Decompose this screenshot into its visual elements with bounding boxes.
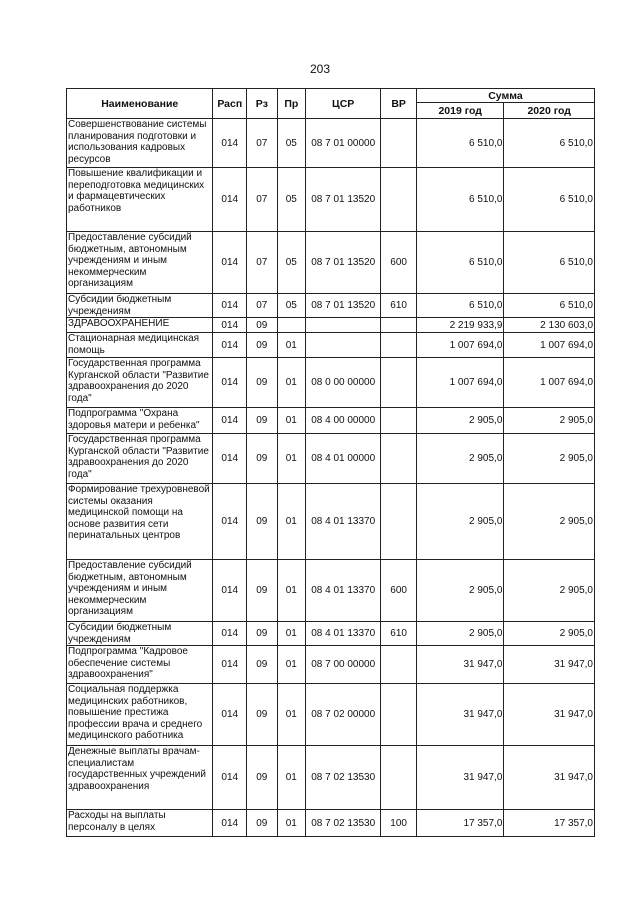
cell-name: Государственная программа Курганской области "Развитие здравоохранения до 2020 года" bbox=[67, 434, 213, 484]
table-row bbox=[67, 232, 595, 294]
cell-rz: 09 bbox=[247, 684, 278, 746]
cell-rz: 09 bbox=[247, 646, 278, 684]
cell-name: Совершенствование системы планирования подготовки и использования кадровых ресурсов bbox=[67, 119, 213, 168]
cell-y2020: 6 510,0 bbox=[504, 232, 595, 294]
header-year-2019: 2019 год bbox=[416, 103, 503, 119]
cell-y2020: 31 947,0 bbox=[504, 746, 595, 810]
table-row bbox=[67, 810, 595, 837]
cell-vr: 600 bbox=[381, 232, 417, 294]
table-row bbox=[67, 318, 595, 333]
cell-csr: 08 7 02 00000 bbox=[306, 684, 381, 746]
cell-rz: 09 bbox=[247, 560, 278, 622]
cell-y2019: 2 905,0 bbox=[416, 622, 503, 646]
cell-name: Денежные выплаты врачам-специалистам государственных учреждений здравоохранения bbox=[67, 746, 213, 810]
cell-pr: 01 bbox=[277, 684, 305, 746]
cell-name: Расходы на выплаты персоналу в целях bbox=[67, 810, 213, 837]
cell-csr: 08 7 01 13520 bbox=[306, 168, 381, 232]
table-row bbox=[67, 168, 595, 232]
cell-y2019: 17 357,0 bbox=[416, 810, 503, 837]
cell-name: Повышение квалификации и переподготовка медицинских и фармацевтических работников bbox=[67, 168, 213, 232]
cell-rasp: 014 bbox=[213, 294, 247, 318]
cell-vr bbox=[381, 646, 417, 684]
cell-y2019: 2 905,0 bbox=[416, 408, 503, 434]
cell-y2020: 2 905,0 bbox=[504, 484, 595, 560]
cell-rasp: 014 bbox=[213, 318, 247, 333]
cell-rasp: 014 bbox=[213, 646, 247, 684]
cell-y2020: 31 947,0 bbox=[504, 684, 595, 746]
header-rz: Рз bbox=[247, 89, 278, 119]
cell-pr: 01 bbox=[277, 408, 305, 434]
cell-name: Формирование трехуровневой системы оказания медицинской помощи на основе развития сети перинатальных центров bbox=[67, 484, 213, 560]
cell-pr: 01 bbox=[277, 622, 305, 646]
cell-vr bbox=[381, 746, 417, 810]
cell-pr: 01 bbox=[277, 434, 305, 484]
cell-rasp: 014 bbox=[213, 560, 247, 622]
cell-rz: 09 bbox=[247, 333, 278, 358]
cell-y2019: 2 905,0 bbox=[416, 434, 503, 484]
cell-rz: 09 bbox=[247, 318, 278, 333]
cell-rz: 07 bbox=[247, 119, 278, 168]
page-number: 203 bbox=[309, 62, 331, 76]
cell-y2020: 2 905,0 bbox=[504, 560, 595, 622]
cell-rasp: 014 bbox=[213, 622, 247, 646]
cell-name: Предоставление субсидий бюджетным, автономным учреждениям и иным некоммерческим организациям bbox=[67, 560, 213, 622]
cell-y2019: 2 905,0 bbox=[416, 484, 503, 560]
cell-rasp: 014 bbox=[213, 333, 247, 358]
cell-csr: 08 4 01 13370 bbox=[306, 560, 381, 622]
cell-y2020: 6 510,0 bbox=[504, 294, 595, 318]
cell-vr bbox=[381, 408, 417, 434]
cell-name: Субсидии бюджетным учреждениям bbox=[67, 622, 213, 646]
cell-name: Предоставление субсидий бюджетным, автономным учреждениям и иным некоммерческим организациям bbox=[67, 232, 213, 294]
cell-y2019: 31 947,0 bbox=[416, 746, 503, 810]
cell-vr bbox=[381, 484, 417, 560]
cell-vr bbox=[381, 358, 417, 408]
cell-rasp: 014 bbox=[213, 408, 247, 434]
cell-y2019: 2 905,0 bbox=[416, 560, 503, 622]
cell-rasp: 014 bbox=[213, 484, 247, 560]
cell-csr bbox=[306, 333, 381, 358]
cell-name: Государственная программа Курганской области "Развитие здравоохранения до 2020 года" bbox=[67, 358, 213, 408]
cell-csr bbox=[306, 318, 381, 333]
cell-y2019: 31 947,0 bbox=[416, 684, 503, 746]
cell-pr: 01 bbox=[277, 810, 305, 837]
cell-rasp: 014 bbox=[213, 746, 247, 810]
table-row bbox=[67, 746, 595, 810]
cell-pr: 01 bbox=[277, 484, 305, 560]
header-name: Наименование bbox=[67, 89, 213, 119]
cell-csr: 08 7 02 13530 bbox=[306, 810, 381, 837]
header-sum: Сумма bbox=[416, 89, 594, 103]
cell-y2020: 2 905,0 bbox=[504, 622, 595, 646]
cell-y2020: 6 510,0 bbox=[504, 119, 595, 168]
cell-csr: 08 4 01 13370 bbox=[306, 622, 381, 646]
cell-csr: 08 7 01 00000 bbox=[306, 119, 381, 168]
cell-vr bbox=[381, 434, 417, 484]
cell-y2019: 31 947,0 bbox=[416, 646, 503, 684]
cell-pr: 01 bbox=[277, 333, 305, 358]
cell-rz: 09 bbox=[247, 810, 278, 837]
cell-vr: 600 bbox=[381, 560, 417, 622]
cell-y2019: 1 007 694,0 bbox=[416, 358, 503, 408]
cell-csr: 08 4 00 00000 bbox=[306, 408, 381, 434]
cell-csr: 08 7 01 13520 bbox=[306, 294, 381, 318]
cell-pr: 05 bbox=[277, 294, 305, 318]
table-row bbox=[67, 484, 595, 560]
table-row bbox=[67, 333, 595, 358]
cell-y2020: 2 905,0 bbox=[504, 408, 595, 434]
cell-y2019: 6 510,0 bbox=[416, 119, 503, 168]
table-row bbox=[67, 560, 595, 622]
cell-vr bbox=[381, 318, 417, 333]
budget-table bbox=[66, 88, 595, 837]
cell-y2020: 17 357,0 bbox=[504, 810, 595, 837]
cell-name: Подпрограмма "Охрана здоровья матери и ребенка" bbox=[67, 408, 213, 434]
cell-y2020: 1 007 694,0 bbox=[504, 358, 595, 408]
cell-y2019: 6 510,0 bbox=[416, 232, 503, 294]
cell-rasp: 014 bbox=[213, 810, 247, 837]
cell-rz: 09 bbox=[247, 484, 278, 560]
cell-y2019: 2 219 933,9 bbox=[416, 318, 503, 333]
table-row bbox=[67, 408, 595, 434]
cell-rasp: 014 bbox=[213, 434, 247, 484]
cell-y2020: 31 947,0 bbox=[504, 646, 595, 684]
table-row bbox=[67, 294, 595, 318]
header-csr: ЦСР bbox=[306, 89, 381, 119]
cell-vr bbox=[381, 333, 417, 358]
cell-rasp: 014 bbox=[213, 684, 247, 746]
cell-y2020: 2 905,0 bbox=[504, 434, 595, 484]
cell-rasp: 014 bbox=[213, 119, 247, 168]
cell-csr: 08 4 01 13370 bbox=[306, 484, 381, 560]
header-year-2020: 2020 год bbox=[504, 103, 595, 119]
cell-pr: 01 bbox=[277, 560, 305, 622]
table-row bbox=[67, 119, 595, 168]
cell-rz: 09 bbox=[247, 358, 278, 408]
cell-vr: 610 bbox=[381, 622, 417, 646]
cell-pr: 01 bbox=[277, 646, 305, 684]
table-row bbox=[67, 646, 595, 684]
cell-csr: 08 0 00 00000 bbox=[306, 358, 381, 408]
cell-vr bbox=[381, 119, 417, 168]
cell-vr: 610 bbox=[381, 294, 417, 318]
cell-y2020: 6 510,0 bbox=[504, 168, 595, 232]
cell-pr bbox=[277, 318, 305, 333]
cell-csr: 08 7 02 13530 bbox=[306, 746, 381, 810]
cell-pr: 01 bbox=[277, 746, 305, 810]
cell-csr: 08 4 01 00000 bbox=[306, 434, 381, 484]
cell-rz: 09 bbox=[247, 434, 278, 484]
cell-csr: 08 7 00 00000 bbox=[306, 646, 381, 684]
cell-rz: 09 bbox=[247, 746, 278, 810]
cell-rz: 09 bbox=[247, 622, 278, 646]
cell-vr bbox=[381, 684, 417, 746]
cell-vr bbox=[381, 168, 417, 232]
table-row bbox=[67, 358, 595, 408]
cell-pr: 05 bbox=[277, 232, 305, 294]
cell-name: Стационарная медицинская помощь bbox=[67, 333, 213, 358]
header-vr: ВР bbox=[381, 89, 417, 119]
table-row bbox=[67, 434, 595, 484]
cell-pr: 05 bbox=[277, 168, 305, 232]
cell-rz: 09 bbox=[247, 408, 278, 434]
cell-y2019: 6 510,0 bbox=[416, 168, 503, 232]
cell-name: Социальная поддержка медицинских работников, повышение престижа профессии врача и среднего медицинского работника bbox=[67, 684, 213, 746]
table-row bbox=[67, 684, 595, 746]
cell-name: Субсидии бюджетным учреждениям bbox=[67, 294, 213, 318]
cell-y2020: 2 130 603,0 bbox=[504, 318, 595, 333]
cell-pr: 05 bbox=[277, 119, 305, 168]
cell-rz: 07 bbox=[247, 168, 278, 232]
cell-name: Подпрограмма "Кадровое обеспечение системы здравоохранения" bbox=[67, 646, 213, 684]
table-row bbox=[67, 622, 595, 646]
cell-rasp: 014 bbox=[213, 358, 247, 408]
cell-rz: 07 bbox=[247, 232, 278, 294]
header-pr: Пр bbox=[277, 89, 305, 119]
cell-vr: 100 bbox=[381, 810, 417, 837]
cell-y2020: 1 007 694,0 bbox=[504, 333, 595, 358]
cell-name: ЗДРАВООХРАНЕНИЕ bbox=[67, 318, 213, 333]
cell-csr: 08 7 01 13520 bbox=[306, 232, 381, 294]
cell-y2019: 1 007 694,0 bbox=[416, 333, 503, 358]
cell-pr: 01 bbox=[277, 358, 305, 408]
cell-y2019: 6 510,0 bbox=[416, 294, 503, 318]
cell-rasp: 014 bbox=[213, 232, 247, 294]
cell-rz: 07 bbox=[247, 294, 278, 318]
cell-rasp: 014 bbox=[213, 168, 247, 232]
header-rasp: Расп bbox=[213, 89, 247, 119]
